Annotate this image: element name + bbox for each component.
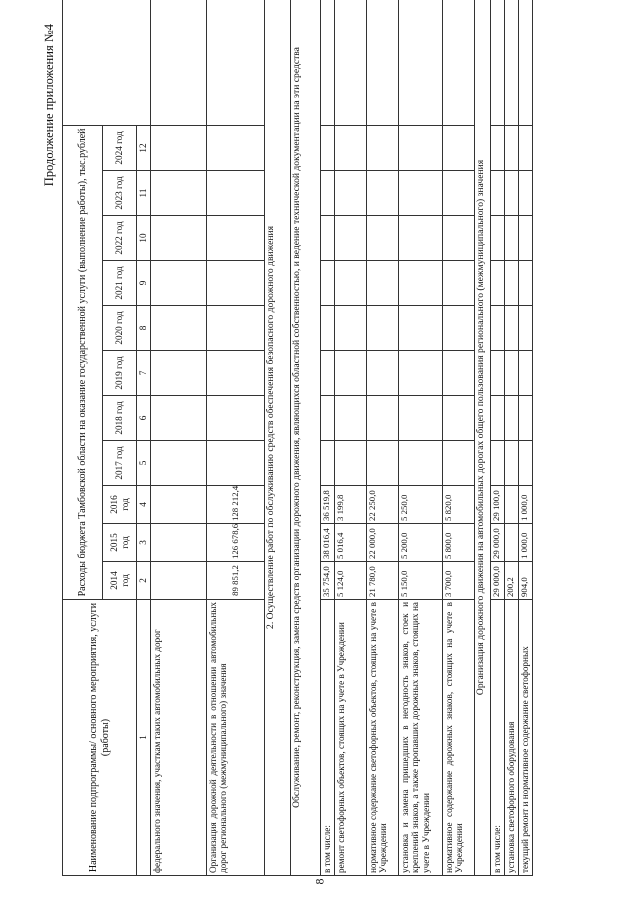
column-number: 5 [137, 441, 151, 486]
value-cell: 21 780,0 [367, 562, 399, 600]
value-cell: 22 250,0 [367, 486, 399, 524]
column-number: 8 [137, 306, 151, 351]
year-header: 2016 год [103, 486, 137, 524]
value-cell: 5 250,0 [399, 486, 443, 524]
value-cell: 5 124,0 [335, 562, 367, 600]
value-cell: 904,0 [519, 562, 533, 600]
year-header: 2014 год [103, 562, 137, 600]
subsection-heading: Обслуживание, ремонт, реконструкция, замена средств организации дорожного движения, являющихся областной собственностью, и ведение технической документации на эти средства [291, 0, 321, 876]
budget-table [62, 0, 533, 876]
year-header: 2020 год [103, 306, 137, 351]
section-row [475, 0, 491, 876]
subsection-heading: Организация дорожного движения на автомобильных дорогах общего пользования регионального (межмуниципального) значения [475, 0, 491, 876]
rotated-sheet [40, 22, 600, 882]
column-number: 3 [137, 524, 151, 562]
column-number: 11 [137, 171, 151, 216]
value-cell: 5 016,4 [335, 524, 367, 562]
section-row [265, 0, 291, 876]
value-cell: 89 851,2 [207, 562, 265, 600]
section-heading: 2. Осуществление работ по обслуживанию средств обеспечения безопасного дорожного движения [265, 0, 291, 876]
row-name: нормативное содержание светофорных объектов, стоящих на учете в Учреждении [367, 600, 399, 876]
table-row [151, 0, 207, 876]
year-header: 2021 год [103, 261, 137, 306]
value-cell: 200,2 [505, 562, 519, 600]
value-cell: 3 199,8 [335, 486, 367, 524]
year-header: 2017 год [103, 441, 137, 486]
row-name: в том числе: [491, 600, 505, 876]
value-cell: 126 678,6 [207, 524, 265, 562]
year-header: 2019 год [103, 351, 137, 396]
table-row [491, 0, 505, 876]
row-name: нормативное содержание дорожных знаков, стоящих на учете в Учреждении [443, 600, 475, 876]
year-header: 2015 год [103, 524, 137, 562]
value-cell: 36 519,8 [321, 486, 335, 524]
landscape-content [40, 22, 600, 882]
year-header: 2022 год [103, 216, 137, 261]
year-header: 2024 год [103, 125, 137, 170]
blank-column [63, 0, 151, 125]
value-cell: 1 000,0 [519, 486, 533, 524]
year-header: 2018 год [103, 396, 137, 441]
value-cell [505, 524, 519, 562]
value-cell [505, 486, 519, 524]
column-number: 7 [137, 351, 151, 396]
value-cell: 29 000,0 [491, 524, 505, 562]
column-number: 2 [137, 562, 151, 600]
value-cell: 22 000,0 [367, 524, 399, 562]
value-cell: 5 150,0 [399, 562, 443, 600]
page-number: 8 [312, 878, 327, 885]
column-number: 10 [137, 216, 151, 261]
table-row [367, 0, 399, 876]
value-cell: 5 800,0 [443, 524, 475, 562]
table-row [321, 0, 335, 876]
value-cell: 5 200,0 [399, 524, 443, 562]
row-name: Организация дорожной деятельности в отношении автомобильных дорог регионального (межмуниципального) значения [207, 600, 265, 876]
row-name: установка и замена пришедших в негодность знаков, стоек и креплений знаков, а также пропавших дорожных знаков, стоящих на учете в Учреждении [399, 600, 443, 876]
value-cell: 38 016,4 [321, 524, 335, 562]
table-row [519, 0, 533, 876]
column-number: 12 [137, 125, 151, 170]
value-cell: 5 820,0 [443, 486, 475, 524]
name-column-header: Наименование подпрограммы/ основного мероприятия, услуги (работы) [63, 600, 137, 876]
value-cell: 1 000,0 [519, 524, 533, 562]
table-row [207, 0, 265, 876]
column-number: 1 [137, 600, 151, 876]
row-name: текущий ремонт и нормативное содержание светофорных [519, 600, 533, 876]
column-number: 4 [137, 486, 151, 524]
row-name: федерального значения, участкам таких автомобильных дорог [151, 600, 207, 876]
column-number: 6 [137, 396, 151, 441]
row-name: ремонт светофорных объектов, стоящих на учете в Учреждении [335, 600, 367, 876]
column-number-row [137, 0, 151, 876]
value-cell: 29 000,0 [491, 562, 505, 600]
value-cell: 29 100,0 [491, 486, 505, 524]
row-name: в том числе: [321, 600, 335, 876]
table-row [399, 0, 443, 876]
value-cell: 128 212,4 [207, 486, 265, 524]
row-name: установка светофорного оборудования [505, 600, 519, 876]
table-row [335, 0, 367, 876]
table-row [505, 0, 519, 876]
header-row-1 [63, 0, 103, 876]
value-cell: 35 754,0 [321, 562, 335, 600]
value-cell: 3 700,0 [443, 562, 475, 600]
expenses-header: Расходы бюджета Тамбовской области на оказание государственной услуги (выполнение работы), тыс.рублей [63, 125, 103, 599]
section-row [291, 0, 321, 876]
continuation-label: Продолжение приложения №4 [42, 24, 56, 187]
table-row [443, 0, 475, 876]
year-header: 2023 год [103, 171, 137, 216]
column-number: 9 [137, 261, 151, 306]
